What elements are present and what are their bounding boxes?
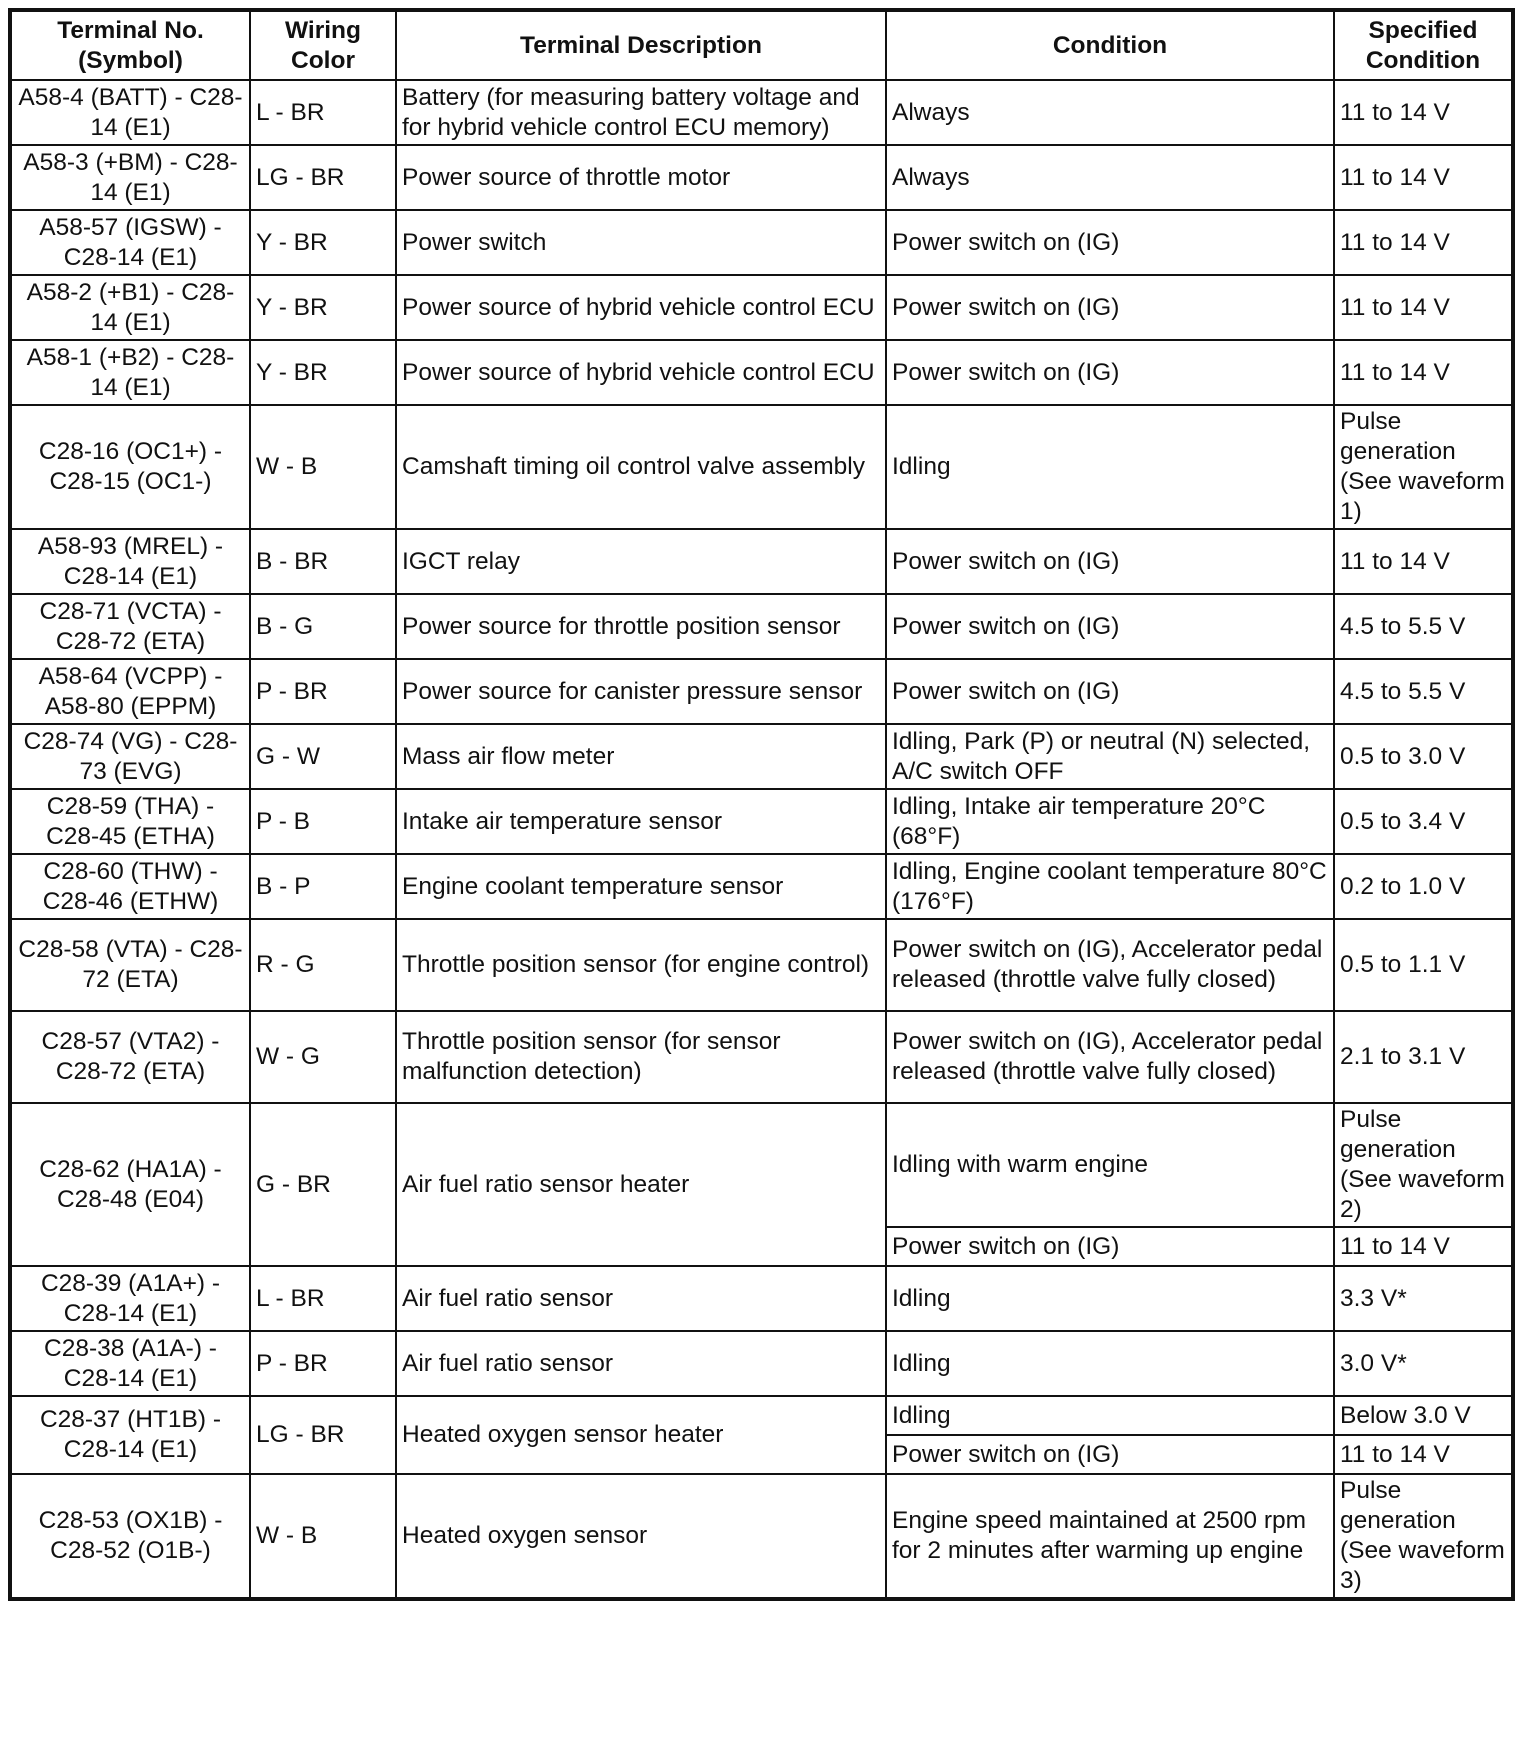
specified-condition-cell: 4.5 to 5.5 V <box>1334 594 1513 659</box>
table-row <box>10 724 1513 789</box>
terminal-cell: C28-74 (VG) - C28-73 (EVG) <box>10 724 250 789</box>
terminal-cell: C28-57 (VTA2) - C28-72 (ETA) <box>10 1011 250 1103</box>
condition-cell: Idling <box>886 1331 1334 1396</box>
terminal-description-cell: Mass air flow meter <box>396 724 886 789</box>
specified-condition-cell: 11 to 14 V <box>1334 1435 1513 1474</box>
terminal-cell: C28-71 (VCTA) - C28-72 (ETA) <box>10 594 250 659</box>
terminal-description-cell: Power source for throttle position sensor <box>396 594 886 659</box>
terminal-description-cell: Throttle position sensor (for sensor malfunction detection) <box>396 1011 886 1103</box>
specified-condition-cell: 11 to 14 V <box>1334 1227 1513 1266</box>
wiring-color-cell: B - P <box>250 854 396 919</box>
table-row <box>10 80 1513 145</box>
condition-cell: Idling with warm engine <box>886 1103 1334 1227</box>
terminal-description-cell: Air fuel ratio sensor heater <box>396 1103 886 1266</box>
terminal-cell: A58-57 (IGSW) - C28-14 (E1) <box>10 210 250 275</box>
wiring-color-cell: W - B <box>250 1474 396 1599</box>
specified-condition-cell: 2.1 to 3.1 V <box>1334 1011 1513 1103</box>
terminal-cell: A58-4 (BATT) - C28-14 (E1) <box>10 80 250 145</box>
terminal-description-cell: Power switch <box>396 210 886 275</box>
wiring-color-cell: W - G <box>250 1011 396 1103</box>
table-row <box>10 1396 1513 1435</box>
terminal-cell: C28-60 (THW) - C28-46 (ETHW) <box>10 854 250 919</box>
terminal-description-cell: Power source for canister pressure sensor <box>396 659 886 724</box>
terminal-inspection-table-container <box>8 8 1511 1601</box>
condition-cell: Idling, Engine coolant temperature 80°C (176°F) <box>886 854 1334 919</box>
wiring-color-cell: P - BR <box>250 659 396 724</box>
specified-condition-cell: 0.5 to 3.4 V <box>1334 789 1513 854</box>
condition-cell: Idling <box>886 1266 1334 1331</box>
terminal-cell: A58-64 (VCPP) - A58-80 (EPPM) <box>10 659 250 724</box>
specified-condition-cell: 0.5 to 3.0 V <box>1334 724 1513 789</box>
condition-cell: Power switch on (IG) <box>886 659 1334 724</box>
specified-condition-cell: 3.0 V* <box>1334 1331 1513 1396</box>
specified-condition-cell: 11 to 14 V <box>1334 529 1513 594</box>
terminal-description-cell: Power source of throttle motor <box>396 145 886 210</box>
specified-condition-cell: 3.3 V* <box>1334 1266 1513 1331</box>
wiring-color-cell: LG - BR <box>250 145 396 210</box>
table-row <box>10 529 1513 594</box>
terminal-description-cell: IGCT relay <box>396 529 886 594</box>
specified-condition-cell: 4.5 to 5.5 V <box>1334 659 1513 724</box>
condition-cell: Always <box>886 80 1334 145</box>
terminal-description-cell: Air fuel ratio sensor <box>396 1331 886 1396</box>
header-terminal: Terminal No. (Symbol) <box>10 10 250 80</box>
table-row <box>10 1266 1513 1331</box>
condition-cell: Engine speed maintained at 2500 rpm for 2 minutes after warming up engine <box>886 1474 1334 1599</box>
table-row <box>10 145 1513 210</box>
specified-condition-cell: Below 3.0 V <box>1334 1396 1513 1435</box>
wiring-color-cell: G - BR <box>250 1103 396 1266</box>
table-row <box>10 854 1513 919</box>
table-row <box>10 919 1513 1011</box>
table-row <box>10 210 1513 275</box>
terminal-description-cell: Battery (for measuring battery voltage and for hybrid vehicle control ECU memory) <box>396 80 886 145</box>
specified-condition-cell: 11 to 14 V <box>1334 80 1513 145</box>
specified-condition-cell: 11 to 14 V <box>1334 145 1513 210</box>
condition-cell: Power switch on (IG) <box>886 1227 1334 1266</box>
table-row <box>10 1103 1513 1227</box>
table-row <box>10 1474 1513 1599</box>
terminal-cell: A58-93 (MREL) - C28-14 (E1) <box>10 529 250 594</box>
specified-condition-cell: Pulse generation (See waveform 3) <box>1334 1474 1513 1599</box>
terminal-description-cell: Power source of hybrid vehicle control ECU <box>396 275 886 340</box>
condition-cell: Power switch on (IG) <box>886 340 1334 405</box>
header-wiring-color: Wiring Color <box>250 10 396 80</box>
wiring-color-cell: G - W <box>250 724 396 789</box>
table-row <box>10 659 1513 724</box>
table-body <box>10 80 1513 1599</box>
terminal-cell: C28-37 (HT1B) - C28-14 (E1) <box>10 1396 250 1474</box>
terminal-cell: A58-1 (+B2) - C28-14 (E1) <box>10 340 250 405</box>
terminal-description-cell: Heated oxygen sensor <box>396 1474 886 1599</box>
table-row <box>10 275 1513 340</box>
wiring-color-cell: B - BR <box>250 529 396 594</box>
terminal-description-cell: Air fuel ratio sensor <box>396 1266 886 1331</box>
terminal-cell: C28-59 (THA) - C28-45 (ETHA) <box>10 789 250 854</box>
condition-cell: Idling, Park (P) or neutral (N) selected, A/C switch OFF <box>886 724 1334 789</box>
wiring-color-cell: B - G <box>250 594 396 659</box>
terminal-description-cell: Heated oxygen sensor heater <box>396 1396 886 1474</box>
condition-cell: Power switch on (IG) <box>886 1435 1334 1474</box>
terminal-description-cell: Throttle position sensor (for engine control) <box>396 919 886 1011</box>
wiring-color-cell: Y - BR <box>250 340 396 405</box>
table-row <box>10 405 1513 529</box>
wiring-color-cell: LG - BR <box>250 1396 396 1474</box>
terminal-cell: A58-3 (+BM) - C28-14 (E1) <box>10 145 250 210</box>
table-row <box>10 594 1513 659</box>
wiring-color-cell: R - G <box>250 919 396 1011</box>
terminal-cell: A58-2 (+B1) - C28-14 (E1) <box>10 275 250 340</box>
specified-condition-cell: 11 to 14 V <box>1334 275 1513 340</box>
wiring-color-cell: P - B <box>250 789 396 854</box>
wiring-color-cell: P - BR <box>250 1331 396 1396</box>
wiring-color-cell: L - BR <box>250 80 396 145</box>
wiring-color-cell: L - BR <box>250 1266 396 1331</box>
terminal-description-cell: Power source of hybrid vehicle control ECU <box>396 340 886 405</box>
terminal-cell: C28-58 (VTA) - C28-72 (ETA) <box>10 919 250 1011</box>
specified-condition-cell: 11 to 14 V <box>1334 210 1513 275</box>
terminal-cell: C28-62 (HA1A) - C28-48 (E04) <box>10 1103 250 1266</box>
condition-cell: Power switch on (IG), Accelerator pedal released (throttle valve fully closed) <box>886 919 1334 1011</box>
condition-cell: Power switch on (IG) <box>886 275 1334 340</box>
specified-condition-cell: 11 to 14 V <box>1334 340 1513 405</box>
terminal-cell: C28-38 (A1A-) - C28-14 (E1) <box>10 1331 250 1396</box>
terminal-inspection-table <box>8 8 1515 1601</box>
specified-condition-cell: 0.5 to 1.1 V <box>1334 919 1513 1011</box>
header-condition: Condition <box>886 10 1334 80</box>
wiring-color-cell: Y - BR <box>250 275 396 340</box>
wiring-color-cell: Y - BR <box>250 210 396 275</box>
terminal-description-cell: Camshaft timing oil control valve assembly <box>396 405 886 529</box>
condition-cell: Power switch on (IG) <box>886 594 1334 659</box>
table-row <box>10 1011 1513 1103</box>
specified-condition-cell: 0.2 to 1.0 V <box>1334 854 1513 919</box>
condition-cell: Always <box>886 145 1334 210</box>
table-row <box>10 1331 1513 1396</box>
terminal-cell: C28-39 (A1A+) - C28-14 (E1) <box>10 1266 250 1331</box>
specified-condition-cell: Pulse generation (See waveform 1) <box>1334 405 1513 529</box>
table-row <box>10 340 1513 405</box>
terminal-description-cell: Intake air temperature sensor <box>396 789 886 854</box>
header-terminal-description: Terminal Description <box>396 10 886 80</box>
terminal-cell: C28-16 (OC1+) - C28-15 (OC1-) <box>10 405 250 529</box>
condition-cell: Idling <box>886 1396 1334 1435</box>
terminal-description-cell: Engine coolant temperature sensor <box>396 854 886 919</box>
header-specified-condition: Specified Condition <box>1334 10 1513 80</box>
header-row <box>10 10 1513 80</box>
condition-cell: Power switch on (IG), Accelerator pedal released (throttle valve fully closed) <box>886 1011 1334 1103</box>
condition-cell: Power switch on (IG) <box>886 210 1334 275</box>
terminal-cell: C28-53 (OX1B) - C28-52 (O1B-) <box>10 1474 250 1599</box>
condition-cell: Power switch on (IG) <box>886 529 1334 594</box>
table-row <box>10 789 1513 854</box>
wiring-color-cell: W - B <box>250 405 396 529</box>
condition-cell: Idling <box>886 405 1334 529</box>
condition-cell: Idling, Intake air temperature 20°C (68°F) <box>886 789 1334 854</box>
specified-condition-cell: Pulse generation (See waveform 2) <box>1334 1103 1513 1227</box>
